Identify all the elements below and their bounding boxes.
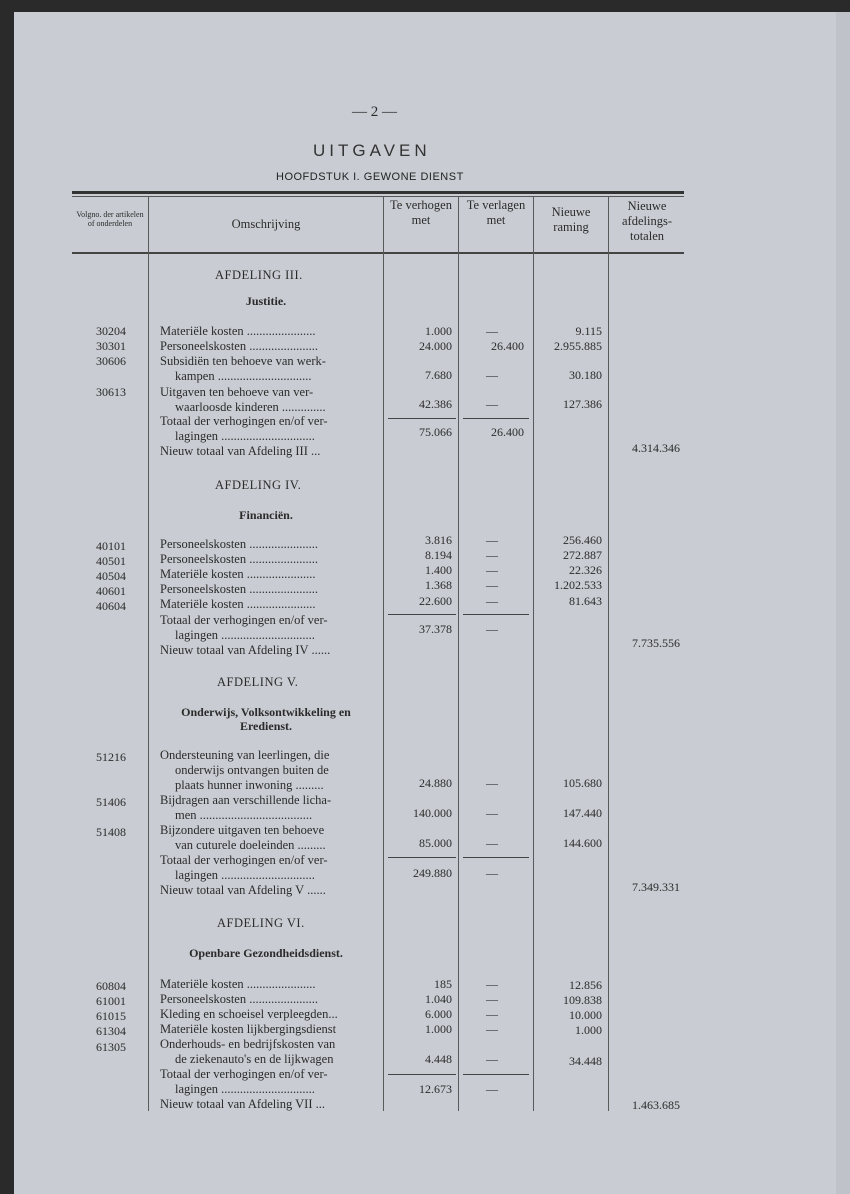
section-heading: AFDELING III.	[215, 268, 303, 282]
row-description: Kleding en schoeisel verpleegden...	[160, 1007, 338, 1021]
section-subheading: Onderwijs, Volksontwikkeling en	[181, 705, 351, 719]
new-total-description: Nieuw totaal van Afdeling VII ...	[160, 1097, 326, 1111]
page-subtitle: HOOFDSTUK I. GEWONE DIENST	[276, 171, 464, 183]
increase-value: 1.040	[425, 992, 452, 1006]
article-code: 40101	[96, 539, 126, 553]
column-divider	[383, 197, 384, 1111]
new-estimate-value: 127.386	[563, 397, 602, 411]
decrease-value: —	[486, 563, 498, 577]
row-description-cont: onderwijs ontvangen buiten de	[175, 763, 329, 777]
sum-rule	[388, 857, 456, 858]
header-description: Omschrijving	[231, 217, 301, 231]
total-description: Totaal der verhogingen en/of ver-	[160, 613, 328, 627]
total-decrease: —	[486, 866, 498, 880]
article-code: 51408	[96, 825, 126, 839]
row-description: Ondersteuning van leerlingen, die	[160, 748, 330, 762]
header-code: Volgno. der artikelen of onderdelen	[76, 210, 144, 228]
article-code: 61015	[96, 1009, 126, 1023]
decrease-value: —	[486, 578, 498, 592]
increase-value: 1.368	[425, 578, 452, 592]
row-description-cont: men ....................................	[175, 808, 313, 822]
row-description-cont: waarloosde kinderen ..............	[175, 400, 326, 414]
row-description: Onderhouds- en bedrijfskosten van	[160, 1037, 336, 1051]
article-code: 61304	[96, 1024, 126, 1038]
section-heading: AFDELING VI.	[217, 916, 305, 930]
new-division-total: 7.349.331	[632, 880, 680, 894]
new-estimate-value: 1.202.533	[554, 578, 602, 592]
header-new-totals: Nieuwe afdelings-totalen	[622, 199, 672, 243]
decrease-value: —	[486, 1022, 498, 1036]
decrease-value: —	[486, 533, 498, 547]
row-description-cont: kampen ..............................	[175, 369, 312, 383]
total-description-cont: lagingen ..............................	[175, 1082, 315, 1096]
decrease-value: —	[486, 806, 498, 820]
header-increase: Te verhogen met	[390, 198, 452, 227]
sum-rule	[388, 418, 456, 419]
article-code: 51406	[96, 795, 126, 809]
increase-value: 4.448	[425, 1052, 452, 1066]
total-decrease: 26.400	[491, 425, 524, 439]
decrease-value: —	[486, 992, 498, 1006]
sum-rule	[463, 1074, 529, 1075]
section-subheading: Financiën.	[239, 508, 293, 522]
page-title: UITGAVEN	[313, 141, 431, 160]
header-decrease: Te verlagen met	[466, 198, 526, 227]
article-code: 61001	[96, 994, 126, 1008]
row-description: Materiële kosten ......................	[160, 597, 316, 611]
new-estimate-value: 9.115	[575, 324, 602, 338]
new-estimate-value: 34.448	[569, 1054, 602, 1068]
increase-value: 185	[434, 977, 452, 991]
increase-value: 1.000	[425, 1022, 452, 1036]
table-header-rule	[72, 252, 684, 254]
section-heading: AFDELING V.	[217, 675, 299, 689]
increase-value: 8.194	[425, 548, 452, 562]
increase-value: 85.000	[419, 836, 452, 850]
decrease-value: —	[486, 776, 498, 790]
row-description-cont: plaats hunner inwoning .........	[175, 778, 324, 792]
article-code: 40604	[96, 599, 126, 613]
table-top-rule-thin	[72, 196, 684, 197]
column-divider	[608, 197, 609, 1111]
sum-rule	[463, 418, 529, 419]
decrease-value: —	[486, 548, 498, 562]
article-code: 40504	[96, 569, 126, 583]
row-description: Personeelskosten ......................	[160, 552, 318, 566]
section-subheading: Eredienst.	[239, 719, 293, 733]
new-estimate-value: 2.955.885	[554, 339, 602, 353]
sum-rule	[463, 857, 529, 858]
row-description: Materiële kosten lijkbergingsdienst	[160, 1022, 337, 1036]
decrease-value: —	[486, 1007, 498, 1021]
total-description: Totaal der verhogingen en/of ver-	[160, 853, 328, 867]
new-estimate-value: 256.460	[563, 533, 602, 547]
total-description-cont: lagingen ..............................	[175, 628, 315, 642]
increase-value: 140.000	[413, 806, 452, 820]
row-description: Materiële kosten ......................	[160, 977, 316, 991]
row-description: Materiële kosten ......................	[160, 567, 316, 581]
new-estimate-value: 81.643	[569, 594, 602, 608]
article-code: 51216	[96, 750, 126, 764]
article-code: 30204	[96, 324, 126, 338]
total-increase: 75.066	[419, 425, 452, 439]
total-description: Totaal der verhogingen en/of ver-	[160, 414, 328, 428]
increase-value: 24.880	[419, 776, 452, 790]
increase-value: 24.000	[419, 339, 452, 353]
row-description-cont: van cuturele doeleinden .........	[175, 838, 326, 852]
new-estimate-value: 22.326	[569, 563, 602, 577]
decrease-value: —	[486, 836, 498, 850]
sum-rule	[463, 614, 529, 615]
total-description-cont: lagingen ..............................	[175, 868, 315, 882]
total-increase: 12.673	[419, 1082, 452, 1096]
sum-rule	[388, 614, 456, 615]
new-estimate-value: 109.838	[563, 993, 602, 1007]
increase-value: 7.680	[425, 368, 452, 382]
decrease-value: —	[486, 594, 498, 608]
total-description-cont: lagingen ..............................	[175, 429, 315, 443]
new-total-description: Nieuw totaal van Afdeling IV ......	[160, 643, 331, 657]
decrease-value: —	[486, 324, 498, 338]
new-estimate-value: 1.000	[575, 1023, 602, 1037]
new-estimate-value: 105.680	[563, 776, 602, 790]
decrease-value: —	[486, 397, 498, 411]
increase-value: 3.816	[425, 533, 452, 547]
row-description: Uitgaven ten behoeve van ver-	[160, 385, 314, 399]
row-description: Bijdragen aan verschillende licha-	[160, 793, 332, 807]
column-divider	[148, 197, 149, 1111]
row-description: Personeelskosten ......................	[160, 339, 318, 353]
section-subheading: Justitie.	[245, 294, 287, 308]
new-division-total: 1.463.685	[632, 1098, 680, 1112]
new-estimate-value: 10.000	[569, 1008, 602, 1022]
article-code: 40501	[96, 554, 126, 568]
new-estimate-value: 12.856	[569, 978, 602, 992]
total-increase: 37.378	[419, 622, 452, 636]
row-description: Materiële kosten ......................	[160, 324, 316, 338]
increase-value: 22.600	[419, 594, 452, 608]
new-estimate-value: 30.180	[569, 368, 602, 382]
new-estimate-value: 147.440	[563, 806, 602, 820]
section-subheading: Openbare Gezondheidsdienst.	[189, 946, 343, 960]
increase-value: 6.000	[425, 1007, 452, 1021]
total-decrease: —	[486, 1082, 498, 1096]
article-code: 60804	[96, 979, 126, 993]
increase-value: 42.386	[419, 397, 452, 411]
page-number: — 2 —	[352, 104, 397, 120]
article-code: 30301	[96, 339, 126, 353]
increase-value: 1.000	[425, 324, 452, 338]
row-description: Personeelskosten ......................	[160, 537, 318, 551]
decrease-value: 26.400	[491, 339, 524, 353]
total-increase: 249.880	[413, 866, 452, 880]
page-edge	[836, 12, 850, 1194]
new-division-total: 4.314.346	[632, 441, 680, 455]
new-division-total: 7.735.556	[632, 636, 680, 650]
decrease-value: —	[486, 1052, 498, 1066]
decrease-value: —	[486, 368, 498, 382]
new-estimate-value: 144.600	[563, 836, 602, 850]
header-new-estimate: Nieuwe raming	[551, 205, 591, 234]
article-code: 30606	[96, 354, 126, 368]
new-total-description: Nieuw totaal van Afdeling III ...	[160, 444, 321, 458]
new-estimate-value: 272.887	[563, 548, 602, 562]
column-divider	[533, 197, 534, 1111]
total-description: Totaal der verhogingen en/of ver-	[160, 1067, 328, 1081]
row-description: Subsidiën ten behoeve van werk-	[160, 354, 326, 368]
article-code: 30613	[96, 385, 126, 399]
row-description-cont: de ziekenauto's en de lijkwagen	[175, 1052, 334, 1066]
new-total-description: Nieuw totaal van Afdeling V ......	[160, 883, 326, 897]
article-code: 40601	[96, 584, 126, 598]
row-description: Bijzondere uitgaven ten behoeve	[160, 823, 325, 837]
table-top-rule	[72, 191, 684, 194]
increase-value: 1.400	[425, 563, 452, 577]
row-description: Personeelskosten ......................	[160, 992, 318, 1006]
total-decrease: —	[486, 622, 498, 636]
sum-rule	[388, 1074, 456, 1075]
decrease-value: —	[486, 977, 498, 991]
section-heading: AFDELING IV.	[215, 478, 302, 492]
column-divider	[458, 197, 459, 1111]
article-code: 61305	[96, 1040, 126, 1054]
row-description: Personeelskosten ......................	[160, 582, 318, 596]
